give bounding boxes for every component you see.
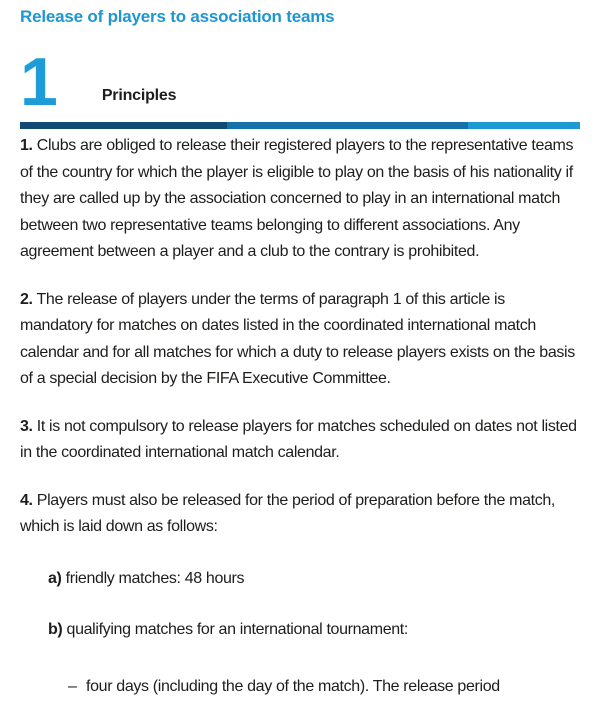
dash-item-1-text: four days (including the day of the match). The release period (86, 677, 500, 695)
paragraph-3-text: It is not compulsory to release players for matches scheduled on dates not listed in the coordinated international match calendar. (20, 417, 577, 461)
sub-item-a-text: friendly matches: 48 hours (65, 569, 245, 587)
paragraph-4-text: Players must also be released for the period of preparation before the match, which is laid down as follows: (20, 491, 556, 535)
dash-item-1 (20, 674, 580, 701)
document-body (20, 133, 580, 700)
sub-item-b-label: b) (48, 621, 63, 638)
sub-item-a (20, 566, 580, 593)
section-header (20, 44, 580, 120)
paragraph-2 (20, 287, 580, 393)
paragraph-4-number: 4. (20, 491, 33, 509)
section-divider-bar (20, 122, 580, 129)
sub-item-b-text: qualifying matches for an international tournament: (66, 621, 408, 638)
paragraph-2-number: 2. (20, 290, 33, 308)
paragraph-1-number: 1. (20, 137, 33, 154)
document-title: Release of players to association teams (20, 7, 335, 26)
section-title: Principles (101, 87, 177, 104)
paragraph-1-text: Clubs are obliged to release their registered players to the representative teams of the country for which the player is eligible to play on the basis of his nationality if they are called up by the association concerned to play in an international match between two representative teams belonging to different associations. Any agreement between a player and a club to the contrary is prohibited. (20, 137, 574, 260)
paragraph-4 (20, 488, 580, 541)
paragraph-1 (20, 133, 580, 266)
dash-marker: – (68, 677, 77, 695)
divider-segment-light (468, 122, 580, 129)
paragraph-3 (20, 414, 580, 467)
section-number: 1 (20, 44, 58, 120)
sub-item-a-label: a) (48, 569, 62, 587)
divider-segment-dark (20, 122, 227, 129)
sub-item-b (20, 617, 580, 644)
divider-segment-mid (227, 122, 468, 129)
paragraph-2-text: The release of players under the terms of paragraph 1 of this article is mandatory for matches on dates listed in the coordinated international match calendar and for all matches for which a duty to release players exists on the basis of a special decision by the FIFA Executive Committee. (20, 290, 575, 387)
paragraph-3-number: 3. (20, 417, 33, 435)
